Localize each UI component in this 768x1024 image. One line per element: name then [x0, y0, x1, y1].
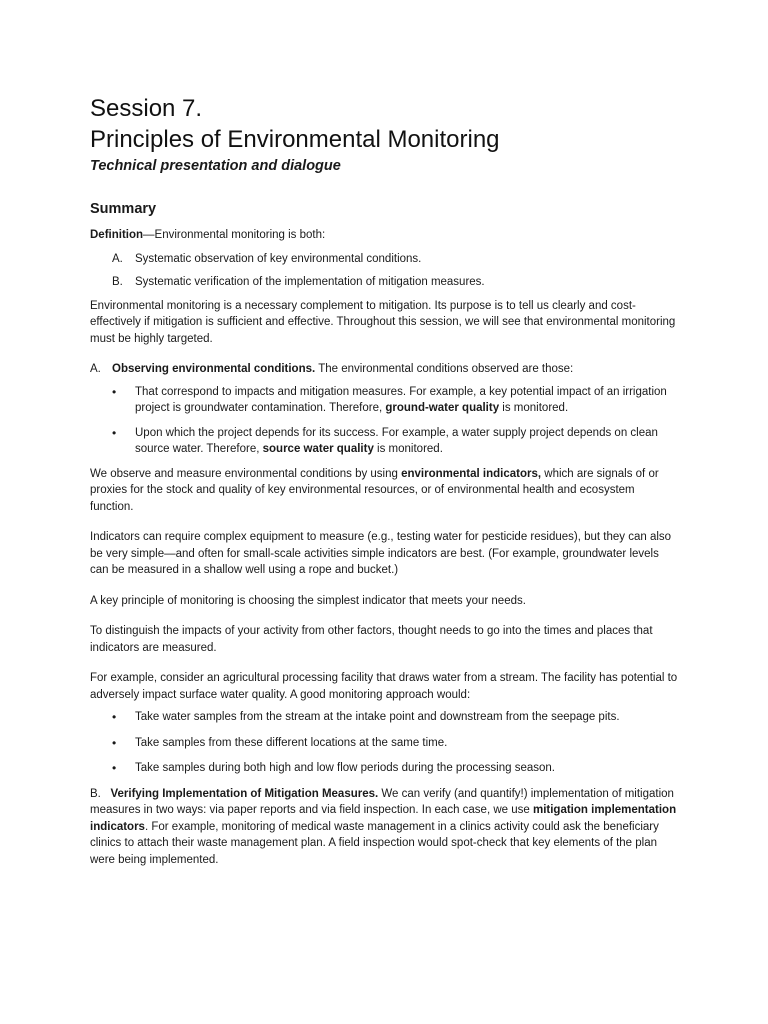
key-principle-paragraph: A key principle of monitoring is choosing the simplest indicator that meets your needs.: [90, 594, 526, 607]
section-a-bullet-list: [90, 384, 680, 458]
title-line-1: Session 7.: [90, 95, 203, 122]
bullet-text-end: is monitored.: [499, 402, 569, 414]
list-item: [90, 425, 680, 458]
list-item: [90, 384, 680, 417]
bullet-text: Take samples from these different locations at the same time.: [135, 736, 448, 749]
bullet-text: Take water samples from the stream at the intake point and downstream from the seepage pits.: [135, 711, 620, 723]
paragraph-text-end: which are signals of or proxies for the stock and quality of key environmental resources, or of environmental health and ecosystem function.: [90, 467, 659, 513]
definition-item: [90, 274, 680, 291]
bullet-icon: •: [112, 761, 117, 775]
bullet-text: That correspond to impacts and mitigation measures. For example, a key potential impact of an irrigation project is groundwater contamination. Therefore,: [135, 385, 667, 414]
bullet-bold-term: source water quality: [262, 443, 374, 455]
list-item: [90, 735, 680, 752]
title-line-2: Principles of Environmental Monitoring: [90, 126, 500, 153]
bullet-icon: •: [112, 710, 117, 724]
definition-label: Definition: [90, 229, 144, 241]
bullet-text-end: is monitored.: [373, 443, 443, 455]
bullet-icon: •: [112, 384, 117, 399]
section-a-text: The environmental conditions observed are those:: [315, 363, 574, 375]
definition-paragraph: [90, 227, 680, 244]
section-b-paragraph: [90, 786, 680, 869]
paragraph-text: We can verify (and quantify!) implementation of mitigation measures in two ways: via paper reports and via field inspection. In each case, we use: [90, 787, 674, 816]
list-marker: B.: [112, 276, 123, 288]
paragraph-text: We observe and measure environmental conditions by using: [90, 467, 402, 480]
definition-list: [90, 251, 680, 291]
definition-item: [90, 251, 680, 268]
bold-term: mitigation implementation indicators: [90, 804, 677, 833]
summary-heading: Summary: [90, 201, 157, 217]
bold-term: environmental indicators,: [401, 467, 542, 480]
bullet-text: Upon which the project depends for its success. For example, a water supply project depends on clean source water. Therefore,: [135, 426, 658, 455]
bullet-icon: •: [112, 425, 117, 440]
definition-item-text: Systematic verification of the implementation of mitigation measures.: [135, 276, 485, 288]
paragraph-text-end: . For example, monitoring of medical waste management in a clinics activity could ask the beneficiary clinics to attach their waste management plan. A field inspection would spot-check that key elements of the plan were being implemented.: [90, 820, 659, 866]
section-a-title: Observing environmental conditions.: [112, 363, 316, 375]
page-title: [90, 93, 680, 155]
list-marker: A.: [112, 252, 123, 265]
page-subtitle: Technical presentation and dialogue: [90, 158, 341, 174]
distinguish-paragraph: To distinguish the impacts of your activity from other factors, thought needs to go into the times and places that indicators are measured.: [90, 625, 653, 654]
bullet-text: Take samples during both high and low flow periods during the processing season.: [135, 762, 556, 774]
section-a-heading: [90, 361, 680, 378]
section-marker: A.: [90, 363, 101, 375]
intro-paragraph: Environmental monitoring is a necessary complement to mitigation. Its purpose is to tell us clearly and cost-effectively if mitigation is sufficient and effective. Throughout this session, we will see that environmental monitoring must be highly targeted.: [90, 299, 676, 345]
list-item: [90, 709, 680, 726]
document-body: [90, 93, 680, 868]
example-bullet-list: [90, 709, 680, 777]
section-b-title: Verifying Implementation of Mitigation Measures.: [110, 787, 379, 800]
definition-text: —Environmental monitoring is both:: [143, 229, 326, 241]
bullet-bold-term: ground-water quality: [385, 402, 500, 414]
definition-item-text: Systematic observation of key environmental conditions.: [135, 252, 422, 265]
list-item: [90, 760, 680, 777]
example-paragraph: For example, consider an agricultural processing facility that draws water from a stream. The facility has potential to adversely impact surface water quality. A good monitoring approach would:: [90, 672, 678, 701]
section-marker: B.: [90, 787, 101, 800]
complex-equipment-paragraph: Indicators can require complex equipment to measure (e.g., testing water for pesticide residues), but they can also be very simple—and often for small-scale activities simple indicators are best. (For example, groundwater levels can be measured in a shallow well using a rope and bucket.): [90, 531, 672, 576]
bullet-icon: •: [112, 735, 117, 750]
indicators-paragraph: [90, 466, 680, 516]
